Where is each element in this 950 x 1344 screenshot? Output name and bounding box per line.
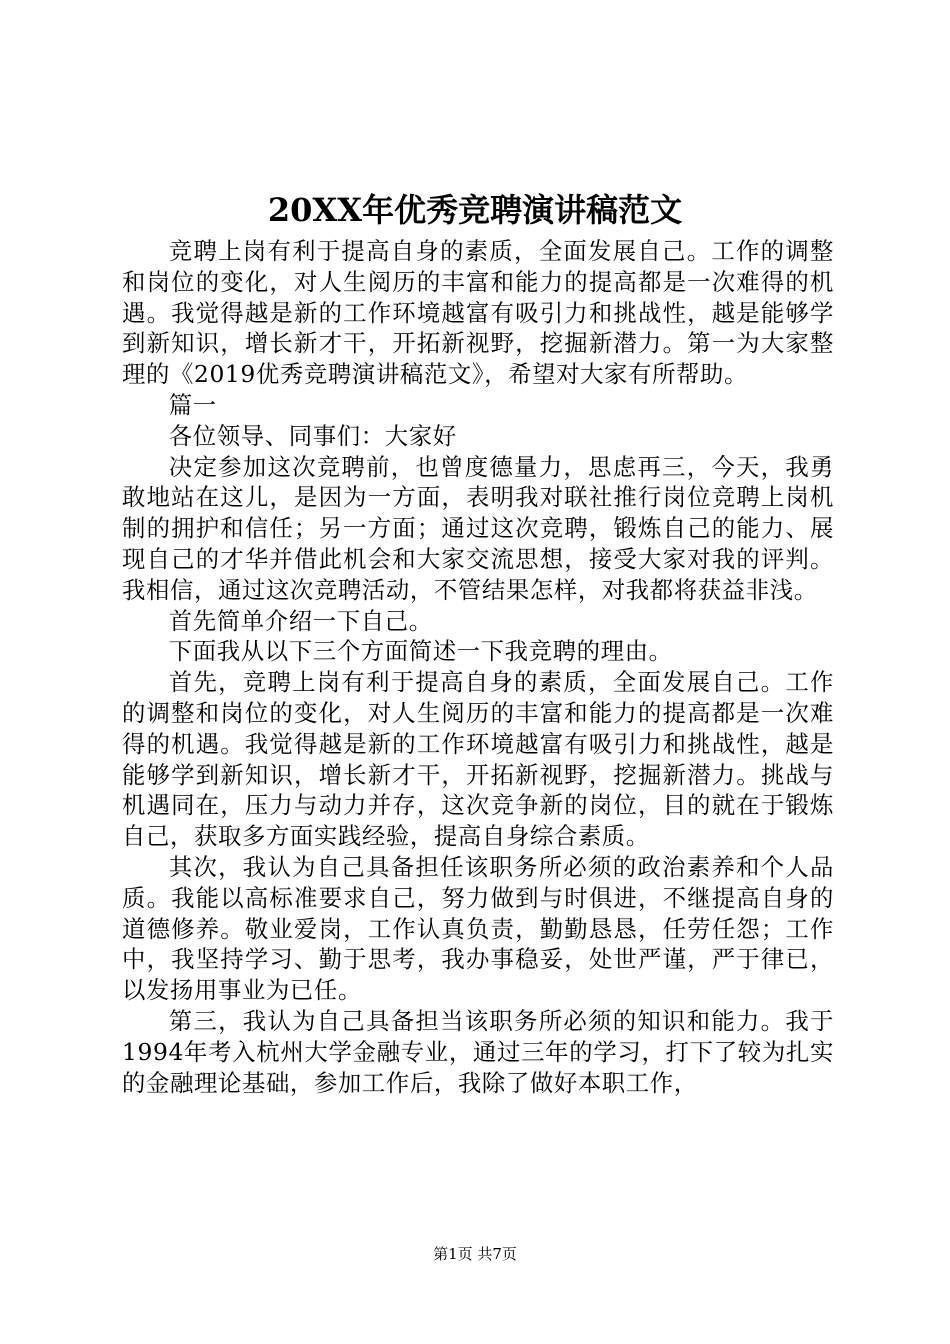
- paragraph-section-heading: 篇一: [168, 390, 217, 419]
- paragraph-greeting: 各位领导、同事们：大家好: [168, 421, 457, 450]
- document-title: 20XX年优秀竞聘演讲稿范文: [267, 191, 683, 229]
- paragraph-intro: 竞聘上岗有利于提高自身的素质，全面发展自己。工作的调整和岗位的变化，对人生阅历的丰富和能力的提高都是一次难得的机遇。我觉得越是新的工作环境越富有吸引力和挑战性，越是能够学到新知识，增长新才干，开拓新视野，挖掘新潜力。第一为大家整理的《2019优秀竞聘演讲稿范文》，希望对大家有所帮助。: [122, 237, 834, 389]
- paragraph-reason-third: 第三，我认为自己具备担当该职务所必须的知识和能力。我于1994年考入杭州大学金融专业，通过三年的学习，打下了较为扎实的金融理论基础，参加工作后，我除了做好本职工作，: [122, 1006, 834, 1097]
- paragraph-reasons-lead: 下面我从以下三个方面简述一下我竞聘的理由。: [168, 637, 673, 666]
- paragraph-reason-second: 其次，我认为自己具备担任该职务所必须的政治素养和个人品质。我能以高标准要求自己，努力做到与时俱进，不继提高自身的道德修养。敬业爱岗，工作认真负责，勤勤恳恳，任劳任怨；工作中，我坚持学习、勤于思考，我办事稳妥，处世严谨，严于律已，以发扬用事业为已任。: [122, 852, 834, 1005]
- paragraph-self-intro: 首先简单介绍一下自己。: [168, 606, 433, 635]
- document-body: [122, 236, 834, 1098]
- page-number-footer: 第1页 共7页: [433, 1245, 517, 1263]
- paragraph-decision: 决定参加这次竞聘前，也曾度德量力，思虑再三，今天，我勇敢地站在这儿，是因为一方面，表明我对联社推行岗位竞聘上岗机制的拥护和信任；另一方面；通过这次竞聘，锻炼自己的能力、展现自己的才华并借此机会和大家交流思想，接受大家对我的评判。我相信，通过这次竞聘活动，不管结果怎样，对我都将获益非浅。: [122, 452, 834, 604]
- paragraph-reason-first: 首先，竞聘上岗有利于提高自身的素质，全面发展自己。工作的调整和岗位的变化，对人生阅历的丰富和能力的提高都是一次难得的机遇。我觉得越是新的工作环境越富有吸引力和挑战性，越是能够学到新知识，增长新才干，开拓新视野，挖掘新潜力。挑战与机遇同在，压力与动力并存，这次竞争新的岗位，目的就在于锻炼自己，获取多方面实践经验，提高自身综合素质。: [122, 668, 834, 851]
